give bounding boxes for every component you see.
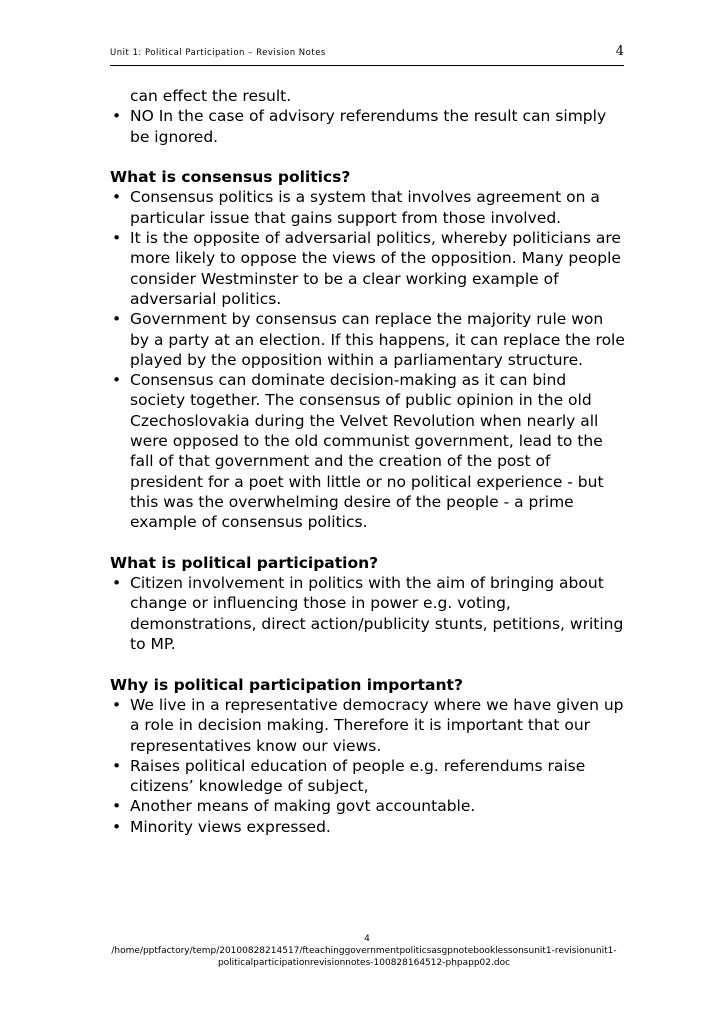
header-title: Unit 1: Political Participation – Revision Notes <box>110 48 326 58</box>
list-item: • Government by consensus can replace the majority rule won by a party at an election. If this happens, it can replace the role played by the opposition within a parliamentary structure. <box>110 309 625 370</box>
footer-path-line-2: politicalparticipationrevisionnotes-100828164512-phpapp02.doc <box>217 958 511 968</box>
section-list-importance <box>110 695 625 837</box>
list-item: • Raises political education of people e.g. referendums raise citizens’ knowledge of subject, <box>110 756 625 797</box>
section-heading-importance: Why is political participation important? <box>110 675 463 694</box>
list-item: • NO In the case of advisory referendums the result can simply be ignored. <box>110 106 625 147</box>
footer-page-number: 4 <box>364 934 370 944</box>
section-list-consensus <box>110 187 625 532</box>
footer-path-line-1: /home/pptfactory/temp/20100828214517/fteachinggovernmentpoliticsasgpnotebooklessonsunit1-revisionunit1- <box>111 946 617 956</box>
list-item: • Minority views expressed. <box>110 817 625 837</box>
list-item: • Another means of making govt accountable. <box>110 796 625 816</box>
continuation-list <box>110 106 625 147</box>
section-heading-consensus: What is consensus politics? <box>110 168 351 187</box>
list-item: • Citizen involvement in politics with the aim of bringing about change or influencing those in power e.g. voting, demonstrations, direct action/publicity stunts, petitions, writing to MP. <box>110 573 625 654</box>
header-page-number: 4 <box>615 44 624 59</box>
document-body <box>110 86 625 837</box>
page-header <box>110 40 624 66</box>
list-item: • We live in a representative democracy where we have given up a role in decision making. Therefore it is important that our representatives know our views. <box>110 695 625 756</box>
section-heading-participation: What is political participation? <box>110 553 379 572</box>
list-item: • Consensus politics is a system that involves agreement on a particular issue that gains support from those involved. <box>110 187 625 228</box>
continuation-text: can effect the result. <box>130 87 292 105</box>
page-footer <box>0 933 728 969</box>
list-item: • It is the opposite of adversarial politics, whereby politicians are more likely to oppose the views of the opposition. Many people consider Westminster to be a clear working example of adversarial politics. <box>110 228 625 309</box>
list-item: • Consensus can dominate decision-making as it can bind society together. The consensus of public opinion in the old Czechoslovakia during the Velvet Revolution when nearly all were opposed to the old communist government, lead to the fall of that government and the creation of the post of president for a poet with little or no political experience - but this was the overwhelming desire of the people - a prime example of consensus politics. <box>110 370 625 532</box>
header-divider <box>110 65 624 66</box>
section-list-participation <box>110 573 625 654</box>
